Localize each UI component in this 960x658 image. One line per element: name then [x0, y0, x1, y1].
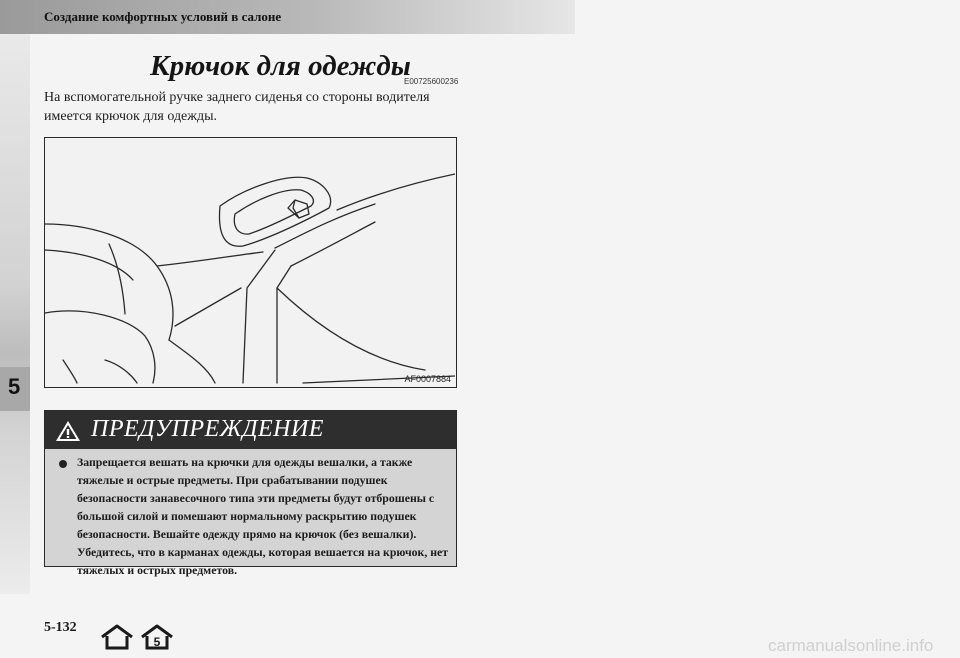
- section-title: Крючок для одежды: [150, 50, 411, 82]
- warning-title: ПРЕДУПРЕЖДЕНИЕ: [91, 416, 324, 442]
- warning-box: [44, 410, 457, 577]
- coat-hook-illustration: [45, 138, 455, 386]
- chapter-side-band: [0, 34, 30, 594]
- warning-triangle-icon: [55, 420, 81, 442]
- home-icon[interactable]: [100, 624, 134, 650]
- chapter-index-icon[interactable]: [140, 624, 174, 650]
- bullet-dot: [59, 460, 67, 468]
- figure-code: AF0007884: [404, 374, 451, 384]
- section-body-text: На вспомогательной ручке заднего сиденья со стороны водителя имеется крючок для одежды.: [44, 90, 430, 124]
- page-number: 5-132: [44, 620, 77, 635]
- watermark: carmanualsonline.info: [768, 636, 934, 655]
- page-header-title: Создание комфортных условий в салоне: [44, 9, 282, 24]
- chapter-number: 5: [8, 374, 21, 399]
- warning-header: [45, 411, 456, 449]
- chapter-index-label: 5: [153, 635, 161, 649]
- section-code: E00725600236: [404, 77, 459, 86]
- illustration-figure: [44, 137, 457, 388]
- warning-text: Запрещается вешать на крючки для одежды вешалки, а также тяжелые и острые предметы. При срабатывании подушек безопасности занавесочного типа эти предметы будут отброшены с большой силой и помешают нормальному раскрытию подушек безопасности. Вешайте одежду прямо на крючок (без вешалки). Убедитесь, что в карманах одежды, которая вешается на крючок, нет тяжелых и острых предметов.: [77, 455, 449, 577]
